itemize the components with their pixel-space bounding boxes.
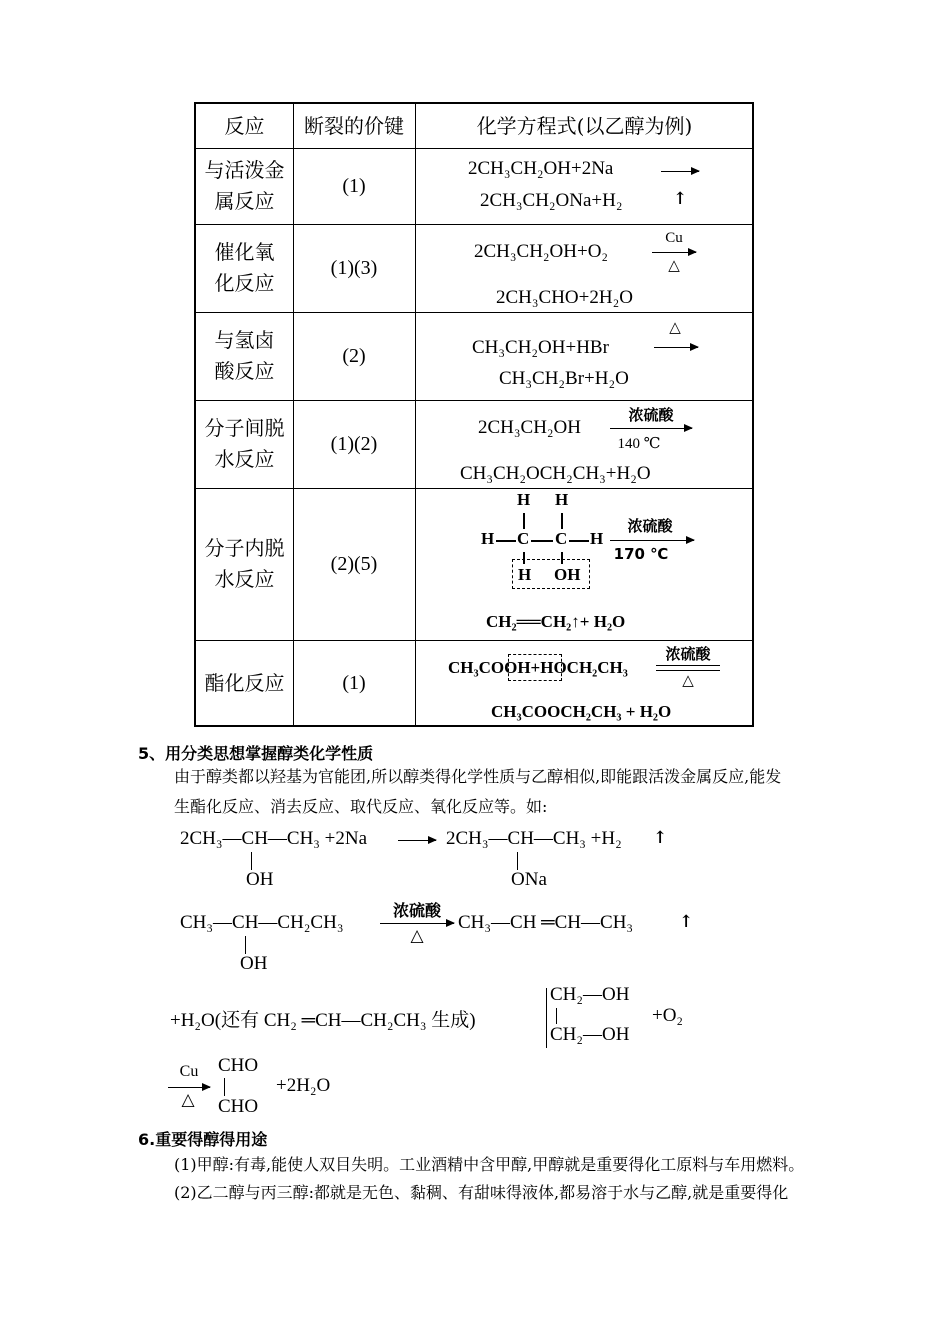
reaction-arrow: [168, 1087, 210, 1088]
reaction-condition: Cu: [665, 230, 683, 246]
reaction-name-line: 属反应: [214, 189, 275, 213]
section-heading: 6.重要得醇得用途: [138, 1130, 268, 1149]
equilibrium-arrow: [656, 665, 720, 666]
reaction-condition: 140 ℃: [617, 436, 661, 452]
reaction-name-line: 化反应: [214, 271, 275, 295]
chem-substituent: CHO: [218, 1055, 259, 1076]
reaction-condition: Cu: [179, 1063, 199, 1080]
equation-reactants: 2CH₃CH₂OH: [478, 417, 581, 438]
reaction-name-line: 催化氧: [214, 240, 275, 264]
atom-h: H: [555, 490, 569, 509]
header-equation: 化学方程式(以乙醇为例): [476, 113, 693, 138]
reaction-arrow: [610, 540, 694, 541]
reaction-arrow: [654, 347, 698, 348]
chem-equation: CH₃—CH ═CH—CH₃: [458, 912, 634, 933]
row-reaction-name: [196, 400, 293, 488]
row-bond: (1)(3): [330, 256, 378, 279]
equation-reactants: CH₃COOH+HOCH₂CH₃: [448, 658, 628, 677]
chem-equation: +O₂: [652, 1005, 684, 1026]
reaction-condition: △: [682, 671, 694, 689]
reaction-condition: 浓硫酸: [627, 517, 673, 535]
bracket-line: [546, 988, 547, 1048]
gas-arrow-icon: ↑: [653, 828, 668, 848]
bond-line: [251, 852, 252, 870]
bond-line: [496, 540, 516, 542]
chem-substituent: ONa: [511, 869, 547, 890]
bond-line: [531, 540, 553, 542]
reaction-name-line: 与氢卤: [214, 328, 275, 352]
reaction-condition: △: [410, 926, 424, 945]
paragraph-line: 生酯化反应、消去反应、取代反应、氧化反应等。如:: [174, 797, 548, 816]
section-heading: 5、用分类思想掌握醇类化学性质: [138, 744, 374, 763]
row-reaction-name: [196, 224, 293, 312]
atom-h: H: [518, 565, 532, 584]
header-reaction: 反应: [224, 113, 265, 138]
reaction-name-line: 分子内脱: [204, 536, 285, 560]
row-reaction-name: [196, 312, 293, 400]
atom-c: C: [555, 529, 568, 548]
bond-line: [561, 513, 563, 529]
gas-arrow-icon: ↑: [679, 912, 694, 932]
bond-line: [245, 936, 246, 954]
atom-h: H: [481, 529, 495, 548]
column-divider: [415, 104, 416, 725]
row-reaction-name: [196, 148, 293, 224]
chem-substituent: CH₂—OH: [550, 1024, 630, 1045]
reaction-arrow: [661, 171, 699, 172]
bond-line: [517, 852, 518, 870]
equation-products: 2CH₃CH₂ONa+H₂: [480, 190, 623, 211]
dashed-box: [508, 654, 562, 681]
reaction-condition: 浓硫酸: [392, 901, 441, 920]
row-bond: (2)(5): [330, 552, 378, 575]
reaction-condition: △: [181, 1090, 195, 1109]
reaction-name-line: 与活泼金: [204, 158, 285, 182]
row-bond: (1)(2): [330, 432, 378, 455]
reaction-name-line: 水反应: [214, 567, 275, 591]
header-bond: 断裂的价键: [304, 113, 404, 138]
equation-products: CH₃COOCH₂CH₃ + H₂O: [491, 702, 672, 721]
reaction-condition: △: [669, 320, 681, 336]
paragraph-line: (2)乙二醇与丙三醇:都就是无色、黏稠、有甜味得液体,都易溶于水与乙醇,就是重要得化: [174, 1183, 789, 1202]
row-bond: (1): [342, 174, 366, 197]
bond-line: [556, 1008, 557, 1024]
equation-products: CH₃CH₂OCH₂CH₃+H₂O: [460, 463, 651, 484]
equation-products: CH₃CH₂Br+H₂O: [499, 368, 629, 389]
reaction-arrow: [380, 923, 454, 924]
atom-h: H: [590, 529, 604, 548]
bond-line: [224, 1078, 225, 1096]
equation-products: 2CH₃CHO+2H₂O: [496, 287, 633, 308]
row-bond: (2): [342, 344, 366, 367]
reaction-condition: 浓硫酸: [628, 406, 674, 424]
chem-substituent: CHO: [218, 1096, 259, 1117]
paragraph-line: (1)甲醇:有毒,能使人双目失明。工业酒精中含甲醇,甲醇就是重要得化工原料与车用燃料。: [174, 1155, 805, 1174]
chem-substituent: OH: [240, 953, 268, 974]
reaction-arrow: [652, 252, 696, 253]
paragraph-line: 由于醇类都以羟基为官能团,所以醇类得化学性质与乙醇相似,即能跟活泼金属反应,能发: [174, 767, 782, 786]
bond-line: [569, 540, 589, 542]
chem-equation: CH₃—CH—CH₂CH₃: [180, 912, 344, 933]
chem-substituent: OH: [246, 869, 274, 890]
row-reaction-name: [196, 488, 293, 640]
chem-substituent: CH₂—OH: [550, 984, 630, 1005]
reaction-arrow: [610, 428, 692, 429]
chem-equation: 2CH₃—CH—CH₃ +2Na: [180, 828, 368, 849]
chem-equation: +H₂O(还有 CH₂ ═CH—CH₂CH₃ 生成): [170, 1010, 476, 1031]
reaction-name-line: 酸反应: [214, 359, 275, 383]
atom-c: C: [517, 529, 530, 548]
reaction-condition: 浓硫酸: [665, 645, 711, 663]
equation-reactants: CH₃CH₂OH+HBr: [472, 337, 609, 358]
atom-h: H: [517, 490, 531, 509]
bond-line: [523, 513, 525, 529]
chem-equation: 2CH₃—CH—CH₃ +H₂: [446, 828, 622, 849]
reaction-condition: 170 ℃: [613, 545, 669, 563]
chem-equation: +2H₂O: [276, 1075, 331, 1096]
equation-reactants: 2CH₃CH₂OH+2Na: [468, 158, 614, 179]
reaction-name-line: 分子间脱: [204, 416, 285, 440]
equation-reactants: 2CH₃CH₂OH+O₂: [474, 241, 609, 262]
group-oh: OH: [554, 565, 581, 584]
gas-arrow-icon: ↑: [673, 189, 688, 209]
equation-products: CH₂══CH₂↑+ H₂O: [486, 612, 626, 631]
reaction-arrow: [398, 840, 436, 841]
reaction-name-line: 水反应: [214, 447, 275, 471]
row-reaction-name: 酯化反应: [204, 671, 285, 695]
row-bond: (1): [342, 672, 366, 694]
reaction-table: [194, 102, 754, 727]
reaction-condition: △: [668, 258, 680, 274]
